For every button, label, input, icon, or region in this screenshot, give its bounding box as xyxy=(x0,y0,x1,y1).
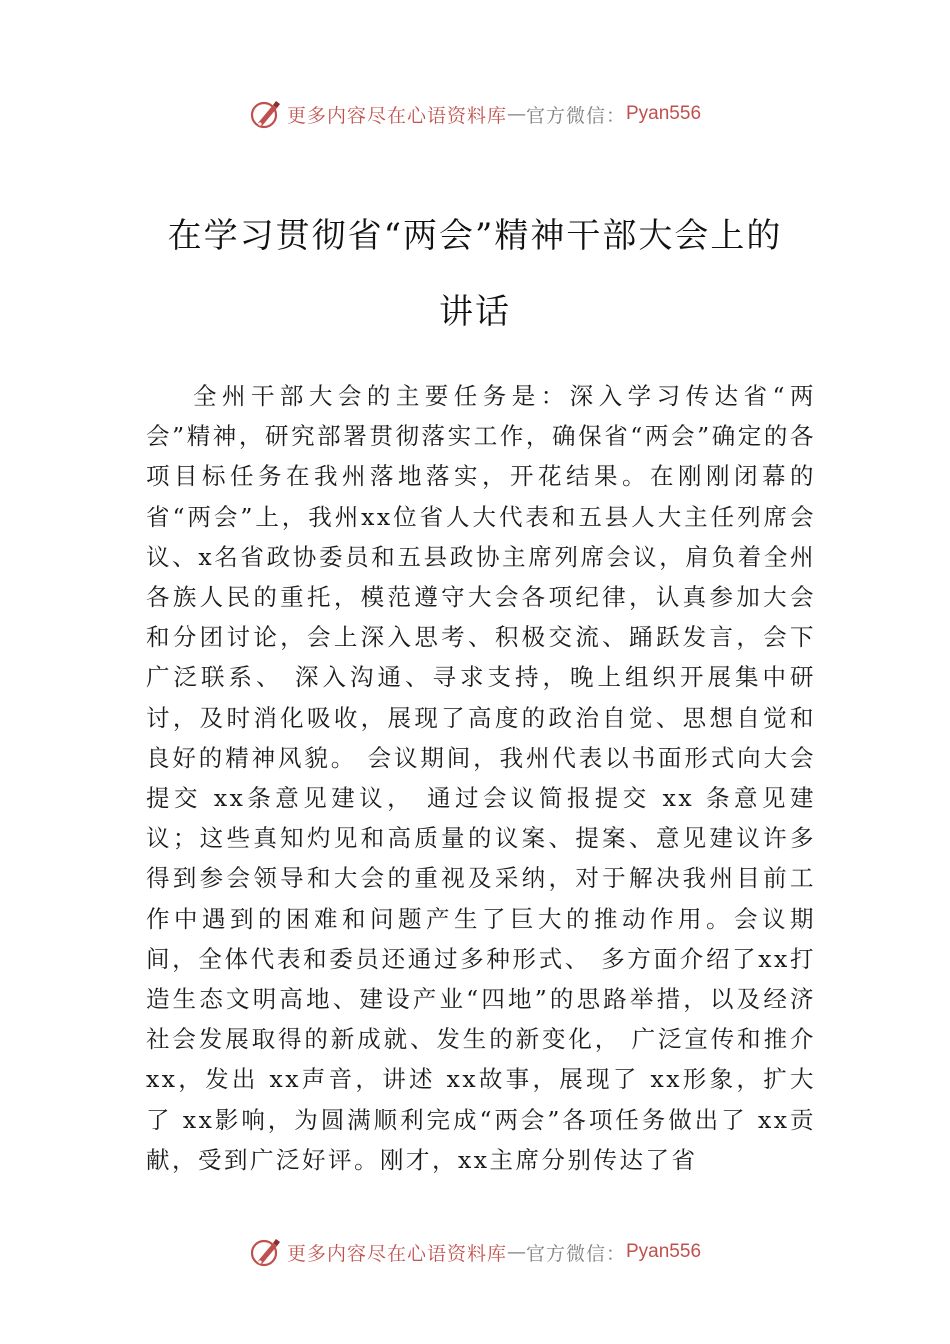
footer-banner xyxy=(0,1232,950,1272)
footer-wechat-label: 官方微信： xyxy=(525,1242,626,1265)
header-wechat-label: 官方微信： xyxy=(525,104,626,127)
footer-slogan: 更多内容尽在心语资料库 xyxy=(286,1242,507,1265)
footer-wechat-id: Pyan556 xyxy=(626,1241,702,1262)
document-title xyxy=(120,198,830,350)
header-banner xyxy=(0,94,950,134)
pen-logo-icon xyxy=(249,97,283,131)
title-line-2: 讲话 xyxy=(439,292,511,332)
pen-logo-icon xyxy=(249,1235,283,1269)
body-paragraph: 全州干部大会的主要任务是：深入学习传达省“两会”精神，研究部署贯彻落实工作，确保省“两会”确定的各项目标任务在我州落地落实，开花结果。在刚刚闭幕的省“两会”上，我州xx位省人大代表和五县人大主任列席会议、x名省政协委员和五县政协主席列席会议，肩负着全州各族人民的重托，模范遵守大会各项纪律，认真参加大会和分团讨论，会上深入思考、积极交流、踊跃发言，会下广泛联系、 深入沟通、寻求支持，晚上组织开展集中研讨，及时消化吸收，展现了高度的政治自觉、思想自觉和良好的精神风貌。 会议期间，我州代表以书面形式向大会提交 xx条意见建议， 通过会议简报提交 xx 条意见建议；这些真知灼见和高质量的议案、提案、意见建议许多得到参会领导和大会的重视及采纳，对于解决我州目前工作中遇到的困难和问题产生了巨大的推动作用。会议期间，全体代表和委员还通过多种形式、 多方面介绍了xx打造生态文明高地、建设产业“四地”的思路举措，以及经济社会发展取得的新成就、发生的新变化， 广泛宣传和推介xx，发出 xx声音，讲述 xx故事，展现了 xx形象，扩大了 xx影响，为圆满顺利完成“两会”各项任务做出了 xx贡献，受到广泛好评。刚才，xx主席分别传达了省 xyxy=(146,382,816,1174)
title-line-1: 在学习贯彻省“两会”精神干部大会上的 xyxy=(167,216,783,256)
footer-separator: — xyxy=(506,1241,526,1263)
header-wechat-id: Pyan556 xyxy=(626,103,702,124)
header-separator: — xyxy=(506,103,526,125)
header-slogan: 更多内容尽在心语资料库 xyxy=(286,104,507,127)
